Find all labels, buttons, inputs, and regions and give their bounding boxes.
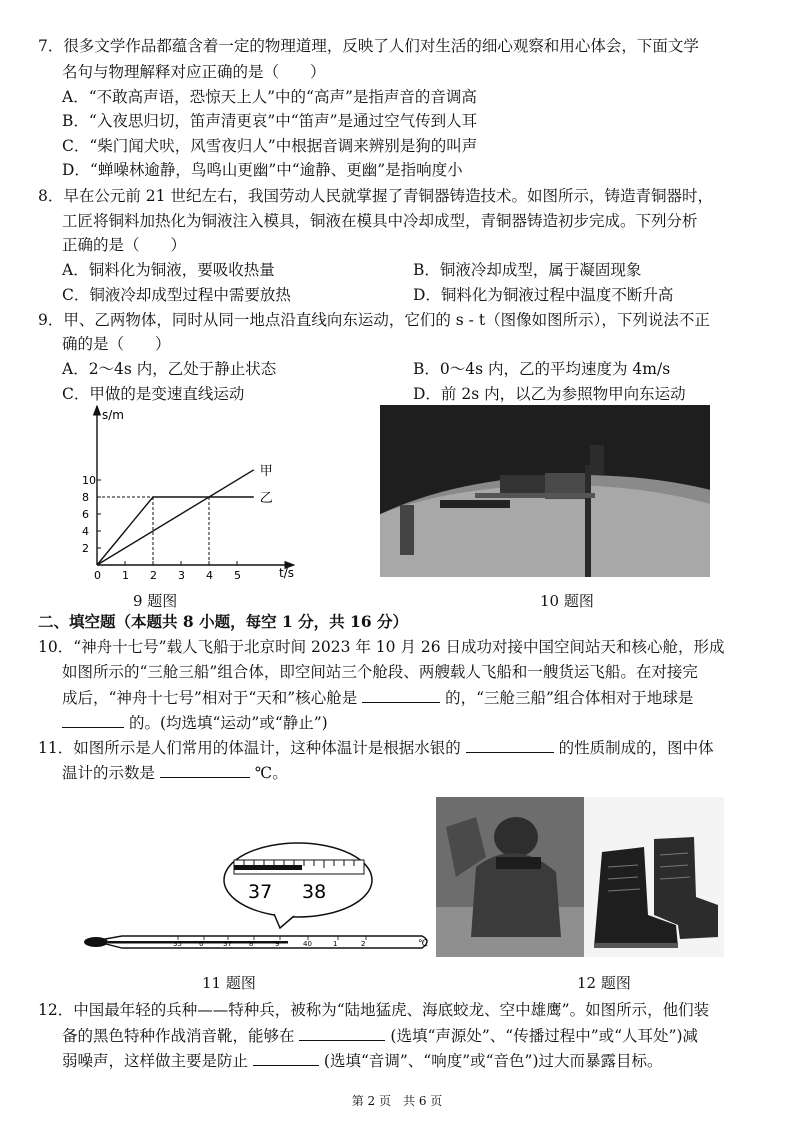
y-tick-label: 10 — [82, 474, 96, 487]
q8-stem-line1: 8．早在公元前 21 世纪左右，我国劳动人民就掌握了青铜器铸造技术。如图所示，铸造青铜器时， — [38, 187, 713, 205]
q8-option-d: D．铜料化为铜液过程中温度不断升高 — [413, 286, 674, 304]
series-label-yi: 乙 — [259, 491, 273, 506]
thermometer-scale-label: 37 — [223, 940, 232, 948]
q11-line1-text-a: 11．如图所示是人们常用的体温计，这种体温计是根据水银的 — [38, 739, 461, 757]
fig11-caption: 11 题图 — [202, 974, 256, 992]
q9-stem-line2: 确的是（ ） — [62, 335, 171, 353]
q11-blank-1[interactable] — [466, 737, 554, 753]
q11-line2-text-b: ℃。 — [254, 764, 288, 782]
thermometer-figure — [82, 828, 437, 958]
q8-option-b: B．铜液冷却成型，属于凝固现象 — [413, 261, 642, 279]
q12-line3-text-a: 弱噪声，这样做主要是防止 — [62, 1052, 249, 1070]
thermometer-scale-label: 1 — [333, 940, 338, 948]
q11-line1-text-b: 的性质制成的，图中体 — [558, 739, 714, 757]
q10-blank-2[interactable] — [62, 712, 124, 728]
thermometer-bulb — [84, 937, 108, 947]
q12-line2 — [62, 1025, 698, 1046]
q12-blank-1[interactable] — [299, 1025, 385, 1041]
q10-blank-1[interactable] — [362, 687, 440, 703]
q12-line2-text-b: (选填“声源处”、“传播过程中”或“人耳处”)减 — [390, 1027, 699, 1045]
q10-line3 — [62, 687, 693, 708]
y-tick-label: 4 — [82, 525, 89, 538]
zoom-bubble-tail — [274, 914, 294, 928]
zoom-label-37: 37 — [248, 881, 273, 903]
q10-line4-text: 的。(均选填“运动”或“静止”) — [128, 714, 328, 732]
q7-option-b: B．“入夜思归切，笛声清更哀”中“笛声”是通过空气传到人耳 — [62, 112, 478, 130]
q12-line3-text-b: (选填“音调”、“响度”或“音色”)过大而暴露目标。 — [323, 1052, 663, 1070]
page-footer: 第 2 页 共 6 页 — [351, 1094, 443, 1108]
q7-option-a: A．“不敢高声语，恐惊天上人”中的“高声”是指声音的音调高 — [62, 88, 477, 106]
thermometer-scale-label: 9 — [275, 940, 280, 948]
series-label-jia: 甲 — [259, 463, 273, 479]
fig10-caption: 10 题图 — [540, 592, 594, 610]
x-tick-label: 1 — [122, 569, 129, 582]
q9-option-a: A．2～4s 内，乙处于静止状态 — [62, 360, 277, 378]
x-tick-label: 5 — [234, 569, 241, 582]
q10-line3-text-a: 成后，“神舟十七号”相对于“天和”核心舱是 — [62, 689, 358, 707]
q8-option-a: A．铜料化为铜液，要吸收热量 — [62, 261, 275, 279]
q9-option-d: D．前 2s 内，以乙为参照物甲向东运动 — [413, 385, 686, 403]
thermometer-scale-label: 6 — [199, 940, 204, 948]
q12-line3 — [62, 1050, 663, 1071]
space-station-photo — [380, 405, 710, 577]
y-tick-label: 8 — [82, 491, 89, 504]
thermometer-scale-label: 35 — [173, 940, 182, 948]
q9-stem-line1: 9．甲、乙两物体，同时从同一地点沿直线向东运动，它们的 s - t（图像如图所示），下列说法不正 — [38, 311, 710, 329]
st-chart — [70, 405, 300, 585]
q10-line2: 如图所示的“三舱三船”组合体，即空间站三个舱段、两艘载人飞船和一艘货运飞船。在对接完 — [62, 663, 698, 681]
thermometer-scale-label: 2 — [361, 940, 366, 948]
q9-option-c: C．甲做的是变速直线运动 — [62, 385, 245, 403]
q7-stem-line1: 7．很多文学作品都蕴含着一定的物理道理，反映了人们对生活的细心观察和用心体会，下面文学 — [38, 37, 699, 55]
y-tick-label: 2 — [82, 542, 89, 555]
fig9-caption: 9 题图 — [133, 592, 178, 610]
soldier-photo — [436, 797, 584, 957]
q7-option-d: D．“蝉噪林逾静，鸟鸣山更幽”中“逾静、更幽”是指响度小 — [62, 161, 463, 179]
y-axis-label: s/m — [102, 408, 124, 422]
thermometer-unit: ℃ — [418, 939, 429, 949]
fig12-caption: 12 题图 — [577, 974, 631, 992]
q11-line1 — [38, 737, 714, 758]
thermometer-scale-label: 8 — [249, 940, 254, 948]
x-tick-label: 4 — [206, 569, 213, 582]
q12-line1: 12．中国最年轻的兵种——特种兵，被称为“陆地猛虎、海底蛟龙、空中雄鹰”。如图所示，他们装 — [38, 1001, 710, 1019]
x-tick-label: 3 — [178, 569, 185, 582]
q10-line4 — [62, 712, 328, 733]
x-axis-label: t/s — [279, 566, 294, 580]
zoom-label-38: 38 — [302, 881, 327, 903]
thermometer-scale-label: 40 — [303, 940, 312, 948]
q7-option-c: C．“柴门闻犬吠，风雪夜归人”中根据音调来辨别是狗的叫声 — [62, 137, 478, 155]
series-line-yi — [97, 497, 254, 565]
section-heading: 二、填空题（本题共 8 小题，每空 1 分，共 16 分） — [38, 612, 409, 631]
q7-stem-line2: 名句与物理解释对应正确的是（ ） — [62, 63, 326, 81]
series-line-jia — [97, 470, 254, 565]
q10-line3-text-b: 的，“三舱三船”组合体相对于地球是 — [445, 689, 694, 707]
x-tick-label: 0 — [94, 569, 101, 582]
q10-line1: 10．“神舟十七号”载人飞船于北京时间 2023 年 10 月 26 日成功对接中国空间站天和核心舱，形成 — [38, 638, 725, 656]
q9-option-b: B．0～4s 内，乙的平均速度为 4m/s — [413, 360, 671, 378]
combat-boots-photo — [584, 797, 724, 957]
q8-stem-line3: 正确的是（ ） — [62, 236, 187, 254]
q11-line2 — [62, 762, 288, 783]
x-tick-label: 2 — [150, 569, 157, 582]
q11-blank-2[interactable] — [160, 762, 250, 778]
q8-stem-line2: 工匠将铜料加热化为铜液注入模具，铜液在模具中冷却成型，青铜器铸造初步完成。下列分析 — [62, 212, 698, 230]
q12-line2-text-a: 备的黑色特种作战消音靴，能够在 — [62, 1027, 295, 1045]
zoom-bubble — [224, 843, 372, 917]
q11-line2-text-a: 温计的示数是 — [62, 764, 156, 782]
q8-option-c: C．铜液冷却成型过程中需要放热 — [62, 286, 291, 304]
q12-blank-2[interactable] — [253, 1050, 319, 1066]
y-tick-label: 6 — [82, 508, 89, 521]
